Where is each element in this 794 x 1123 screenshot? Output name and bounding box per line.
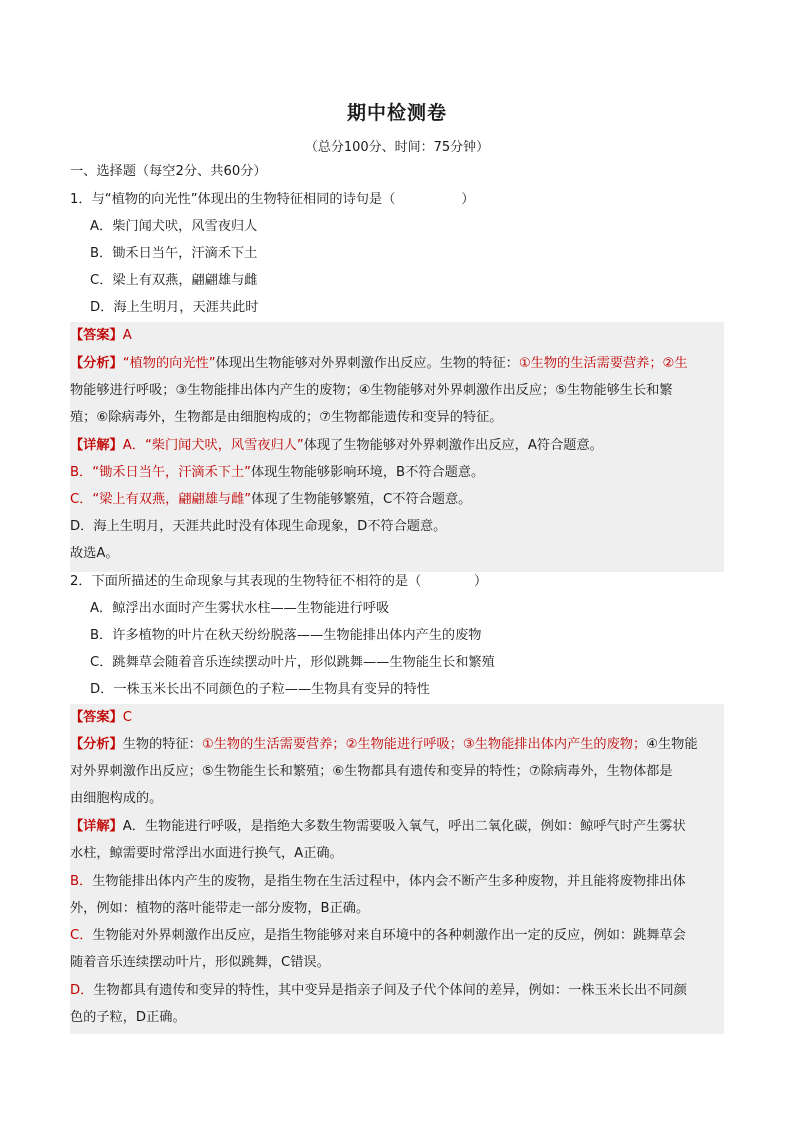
q2-analysis-line-3: 由细胞构成的。 <box>70 791 163 806</box>
q1-detail-line-1 <box>70 436 724 456</box>
q2-analysis-line-1 <box>70 735 724 755</box>
q2-detail-line-2: 水柱，鲸需要时常浮出水面进行换气，A正确。 <box>70 846 343 861</box>
q2-detail-b-label: B． <box>70 874 93 889</box>
q2-detail-tag: 【详解】 <box>70 819 123 834</box>
q1-detail-a-quote: A．“柴门闻犬吠，风雪夜归人” <box>122 438 304 453</box>
q1-answer <box>70 326 724 346</box>
q2-option-c: C．跳舞草会随着音乐连续摆动叶片，形似跳舞——生物能生长和繁殖 <box>90 655 495 670</box>
q2-answer-value: C <box>122 710 132 725</box>
q2-option-a: A．鲸浮出水面时产生雾状水柱——生物能进行呼吸 <box>90 601 390 616</box>
q2-detail-line-7 <box>70 981 724 1001</box>
q2-analysis-text: 生物的特征： <box>122 737 202 752</box>
page-title: 期中检测卷 <box>346 102 447 124</box>
q2-detail-c-text: 生物能对外界刺激作出反应，是指生物能够对来自环境中的各种刺激作出一定的反应，例如：跳舞草会 <box>92 928 686 943</box>
q2-detail-a-text: A．生物能进行呼吸，是指绝大多数生物需要吸入氧气，呼出二氧化碳，例如：鲸呼气时产生雾状 <box>122 819 686 834</box>
q1-detail-b-text: 体现生物能够影响环境，B不符合题意。 <box>250 465 485 480</box>
q2-analysis-tag: 【分析】 <box>70 737 123 752</box>
q1-detail-line-5: 故选A。 <box>70 546 119 561</box>
q1-detail-c-text: 体现了生物能够繁殖，C不符合题意。 <box>251 492 472 507</box>
section-heading: 一、选择题（每空2分、共60分） <box>70 164 267 179</box>
q2-detail-line-8: 色的子粒，D正确。 <box>70 1010 186 1025</box>
q2-detail-line-1 <box>70 817 724 837</box>
q2-detail-line-3 <box>70 872 724 892</box>
q2-detail-line-5 <box>70 926 724 946</box>
q1-detail-b-quote: B．“锄禾日当午，汗滴禾下土” <box>70 465 251 480</box>
q2-detail-d-label: D． <box>70 983 94 998</box>
q1-option-c: C．梁上有双燕，翩翩雄与雌 <box>90 273 258 288</box>
q1-analysis-highlight: ①生物的生活需要营养；②生 <box>518 356 688 371</box>
q1-option-b: B．锄禾日当午，汗滴禾下土 <box>90 246 258 261</box>
q1-detail-line-3 <box>70 490 724 510</box>
q1-answer-value: A <box>122 328 132 343</box>
q1-detail-a-text: 体现了生物能够对外界刺激作出反应，A符合题意。 <box>303 438 603 453</box>
q1-stem: 1．与“植物的向光性”体现出的生物特征相同的诗句是（ ） <box>70 192 475 207</box>
q1-option-a: A．柴门闻犬吠，风雪夜归人 <box>90 219 258 234</box>
q2-option-d: D．一株玉米长出不同颜色的子粒——生物具有变异的特性 <box>90 682 430 697</box>
q1-analysis-tag: 【分析】 <box>70 356 123 371</box>
q1-detail-c-quote: C．“梁上有双燕，翩翩雄与雌” <box>70 492 252 507</box>
q1-detail-line-2 <box>70 463 724 483</box>
q2-analysis-line-2: 对外界刺激作出反应；⑤生物能生长和繁殖；⑥生物都具有遗传和变异的特性；⑦除病毒外，生物体都是 <box>70 764 673 779</box>
q2-detail-d-text: 生物都具有遗传和变异的特性，其中变异是指亲子间及子代个体间的差异，例如：一株玉米长出不同颜 <box>93 983 687 998</box>
q2-detail-line-6: 随着音乐连续摆动叶片，形似跳舞，C错误。 <box>70 955 330 970</box>
q2-stem: 2．下面所描述的生命现象与其表现的生物特征不相符的是（ ） <box>70 574 488 589</box>
q1-analysis-line-2: 物能够进行呼吸；③生物能排出体内产生的废物；④生物能够对外界刺激作出反应；⑤生物能够生长和繁 <box>70 383 673 398</box>
q1-analysis-quote: “植物的向光性” <box>122 356 216 371</box>
page-subtitle: （总分100分、时间：75分钟） <box>304 140 490 155</box>
q2-option-b: B．许多植物的叶片在秋天纷纷脱落——生物能排出体内产生的废物 <box>90 628 482 643</box>
q2-answer-tag: 【答案】 <box>70 710 123 725</box>
q2-detail-c-label: C． <box>70 928 93 943</box>
q2-analysis-highlight: ①生物的生活需要营养；②生物能进行呼吸；③生物能排出体内产生的废物； <box>201 737 647 752</box>
q1-detail-line-4: D．海上生明月，天涯共此时没有体现生命现象，D不符合题意。 <box>70 519 447 534</box>
q2-detail-b-text: 生物能排出体内产生的废物，是指生物在生活过程中，体内会不断产生多种废物，并且能将废物排出体 <box>92 874 686 889</box>
q1-option-d: D．海上生明月，天涯共此时 <box>90 300 259 315</box>
q2-answer <box>70 708 724 728</box>
q1-analysis-text: 体现出生物能够对外界刺激作出反应。生物的特征： <box>215 356 519 371</box>
q1-answer-tag: 【答案】 <box>70 328 123 343</box>
q1-detail-tag: 【详解】 <box>70 438 123 453</box>
q2-analysis-text-2: ④生物能 <box>646 737 698 752</box>
q1-analysis-line-1 <box>70 354 724 374</box>
q1-analysis-line-3: 殖；⑥除病毒外，生物都是由细胞构成的；⑦生物都能遗传和变异的特征。 <box>70 410 503 425</box>
q2-detail-line-4: 外，例如：植物的落叶能带走一部分废物，B正确。 <box>70 901 370 916</box>
